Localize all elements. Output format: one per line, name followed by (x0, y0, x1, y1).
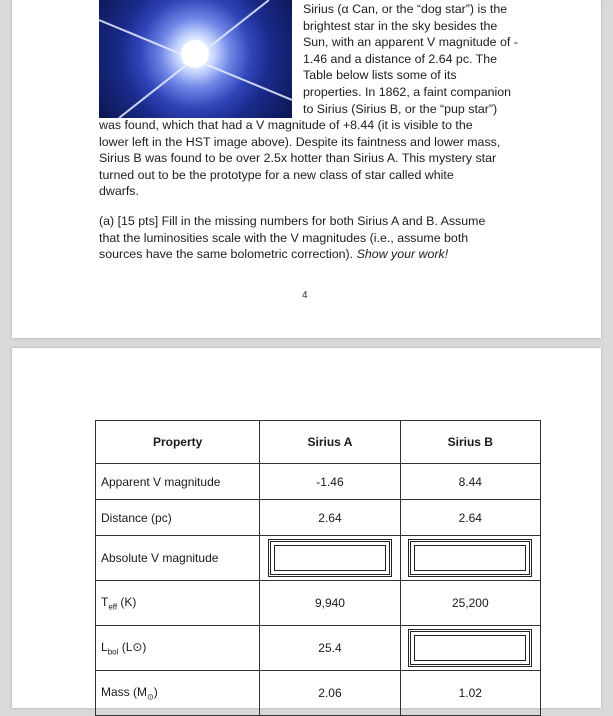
intro-paragraph-continued (99, 117, 599, 200)
label-main: Mass (M (101, 684, 147, 699)
table-row (96, 464, 541, 500)
star-diffraction-spikes (99, 0, 292, 118)
label-tail: (K) (117, 594, 137, 609)
row-label: Apparent V magnitude (96, 464, 260, 500)
label-tail: (L⊙) (118, 639, 147, 654)
cell-value: 9,940 (260, 581, 400, 626)
label-subscript: eff (108, 602, 118, 612)
table-header-row (96, 421, 541, 464)
answer-cell-absmag-b[interactable] (400, 536, 540, 581)
header-property: Property (96, 421, 260, 464)
label-main: T (101, 594, 109, 609)
row-label (96, 626, 260, 671)
answer-cell-lbol-b[interactable] (400, 626, 540, 671)
table-row (96, 626, 541, 671)
question-a-paragraph (99, 213, 599, 263)
answer-box[interactable] (408, 539, 532, 577)
cell-value: 2.64 (260, 500, 400, 536)
header-sirius-a: Sirius A (260, 421, 400, 464)
table-row (96, 500, 541, 536)
cell-value: -1.46 (260, 464, 400, 500)
page-1 (12, 0, 601, 338)
text-line: (a) [15 pts] Fill in the missing numbers for both Sirius A and B. Assume (99, 214, 486, 228)
page-2 (12, 348, 601, 708)
intro-paragraph-wrapped (303, 1, 593, 117)
header-sirius-b: Sirius B (400, 421, 540, 464)
answer-box[interactable] (408, 629, 532, 667)
text-line: Sun, with an apparent V magnitude of - (303, 35, 518, 50)
text-line: dwarfs. (99, 184, 139, 199)
label-tail: ) (153, 684, 158, 699)
cell-value: 2.06 (260, 671, 400, 716)
text-line: to Sirius (Sirius B, or the “pup star”) (303, 101, 498, 116)
cell-value: 2.64 (400, 500, 540, 536)
cell-value: 8.44 (400, 464, 540, 500)
text-span: sources have the same bolometric correction). (99, 247, 357, 262)
row-label: Absolute V magnitude (96, 536, 260, 581)
answer-box[interactable] (268, 539, 392, 577)
text-line: Sirius B was found to be over 2.5x hotter than Sirius A. This mystery star (99, 151, 497, 166)
text-line: 1.46 and a distance of 2.64 pc. The (303, 51, 498, 66)
label-subscript: ⊙ (147, 692, 154, 702)
page-number: 4 (302, 290, 308, 301)
cell-value: 1.02 (400, 671, 540, 716)
text-line: brightest star in the sky besides the (303, 18, 498, 33)
text-line: was found, which that had a V magnitude of +8.44 (it is visible to the (99, 118, 473, 132)
text-line (99, 246, 599, 263)
text-line: turned out to be the prototype for a new class of star called white (99, 167, 454, 182)
text-line: Table below lists some of its (303, 68, 457, 83)
row-label: Distance (pc) (96, 500, 260, 536)
cell-value: 25,200 (400, 581, 540, 626)
row-label (96, 581, 260, 626)
sirius-hst-image (99, 0, 292, 118)
label-subscript: bol (107, 647, 119, 657)
properties-table (95, 420, 541, 716)
text-line: lower left in the HST image above). Despite its faintness and lower mass, (99, 134, 501, 149)
cell-value: 25.4 (260, 626, 400, 671)
table-row (96, 581, 541, 626)
answer-cell-absmag-a[interactable] (260, 536, 400, 581)
table-row (96, 671, 541, 716)
text-line: Sirius (α Can, or the “dog star”) is the (303, 2, 508, 16)
row-label (96, 671, 260, 716)
show-work-instruction: Show your work! (356, 247, 449, 262)
text-line: properties. In 1862, a faint companion (303, 84, 512, 99)
label-main: L (101, 639, 108, 654)
text-line: that the luminosities scale with the V magnitudes (i.e., assume both (99, 230, 469, 245)
table-row (96, 536, 541, 581)
